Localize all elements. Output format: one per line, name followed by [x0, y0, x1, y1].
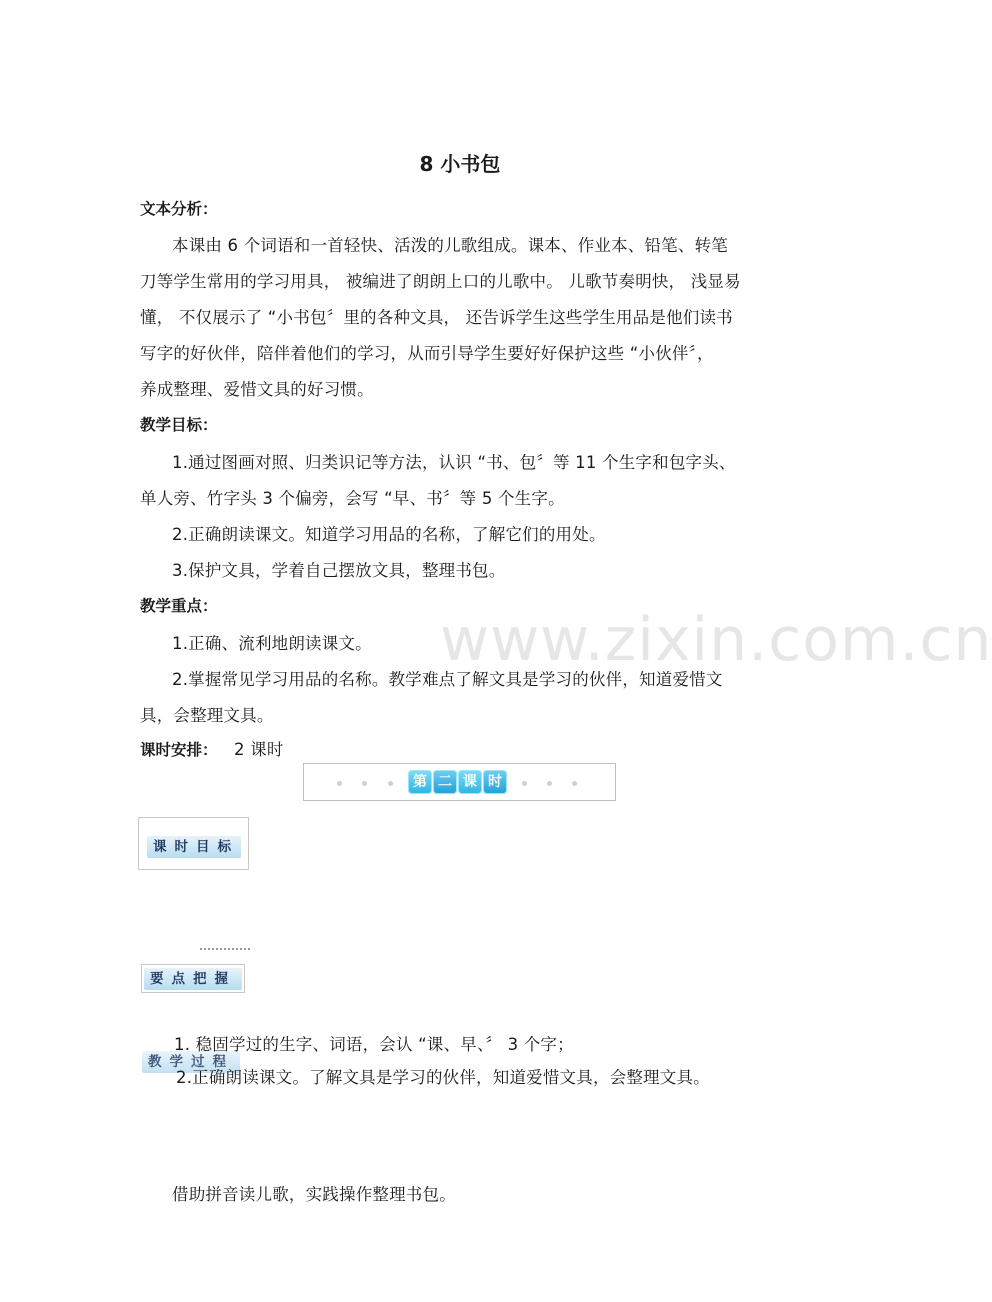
dot-icon — [572, 781, 577, 786]
key-points-text: 要点把握 — [144, 968, 242, 990]
process-text: 教学过程 — [142, 1051, 240, 1073]
dot-icon — [337, 781, 342, 786]
dot-icon — [388, 781, 393, 786]
document-title: 8 小书包 — [419, 152, 501, 176]
dot-icon — [522, 781, 527, 786]
banner-char: 时 — [483, 770, 507, 794]
lesson-banner — [303, 763, 616, 801]
lesson-goal-label — [138, 817, 249, 870]
divider — [200, 948, 250, 954]
key-points-label — [141, 964, 245, 993]
goals-line: 单人旁、竹字头 3 个偏旁，会写 “早、书〞等 5 个生字。 — [140, 489, 565, 508]
dot-icon — [547, 781, 552, 786]
lesson-goal-text: 课时目标 — [147, 836, 241, 858]
closing-line: 借助拼音读儿歌，实践操作整理书包。 — [172, 1185, 456, 1204]
watermark: www.zixin.com.cn — [440, 605, 992, 675]
analysis-line: 写字的好伙伴，陪伴着他们的学习，从而引导学生要好好保护这些 “小伙伴〞， — [140, 344, 714, 363]
analysis-line: 养成整理、爱惜文具的好习惯。 — [140, 380, 374, 399]
lesson-point: 2.正确朗读课文。了解文具是学习的伙伴，知道爱惜文具，会整理文具。 — [176, 1068, 710, 1087]
banner-char: 课 — [458, 770, 482, 794]
goals-line: 2.正确朗读课文。知道学习用品的名称，了解它们的用处。 — [172, 525, 606, 544]
goals-line: 1.通过图画对照、归类识记等方法，认识 “书、包〞等 11 个生字和包字头、 — [172, 453, 736, 472]
banner-char: 二 — [433, 770, 457, 794]
key-line: 1.正确、流利地朗读课文。 — [172, 634, 372, 653]
schedule-heading: 课时安排： — [140, 741, 218, 759]
goals-heading: 教学目标： — [140, 416, 218, 434]
analysis-line: 懂， 不仅展示了 “小书包〞里的各种文具， 还告诉学生这些学生用品是他们读书 — [140, 308, 733, 327]
dot-icon — [362, 781, 367, 786]
analysis-heading: 文本分析： — [140, 200, 218, 218]
key-line: 2.掌握常见学习用品的名称。教学难点了解文具是学习的伙伴，知道爱惜文 — [172, 670, 723, 689]
lesson-point: 1. 稳固学过的生字、词语，会认 “课、早、〞 3 个字； — [174, 1035, 574, 1054]
goals-line: 3.保护文具，学着自己摆放文具，整理书包。 — [172, 561, 506, 580]
key-line: 具，会整理文具。 — [140, 706, 274, 725]
banner-char: 第 — [408, 770, 432, 794]
analysis-line: 本课由 6 个词语和一首轻快、活泼的儿歌组成。课本、作业本、铅笔、转笔 — [172, 236, 728, 255]
key-heading: 教学重点： — [140, 597, 218, 615]
analysis-line: 刀等学生常用的学习用具， 被编进了朗朗上口的儿歌中。 儿歌节奏明快， 浅显易 — [140, 272, 741, 291]
schedule-value: 2 课时 — [234, 740, 284, 759]
